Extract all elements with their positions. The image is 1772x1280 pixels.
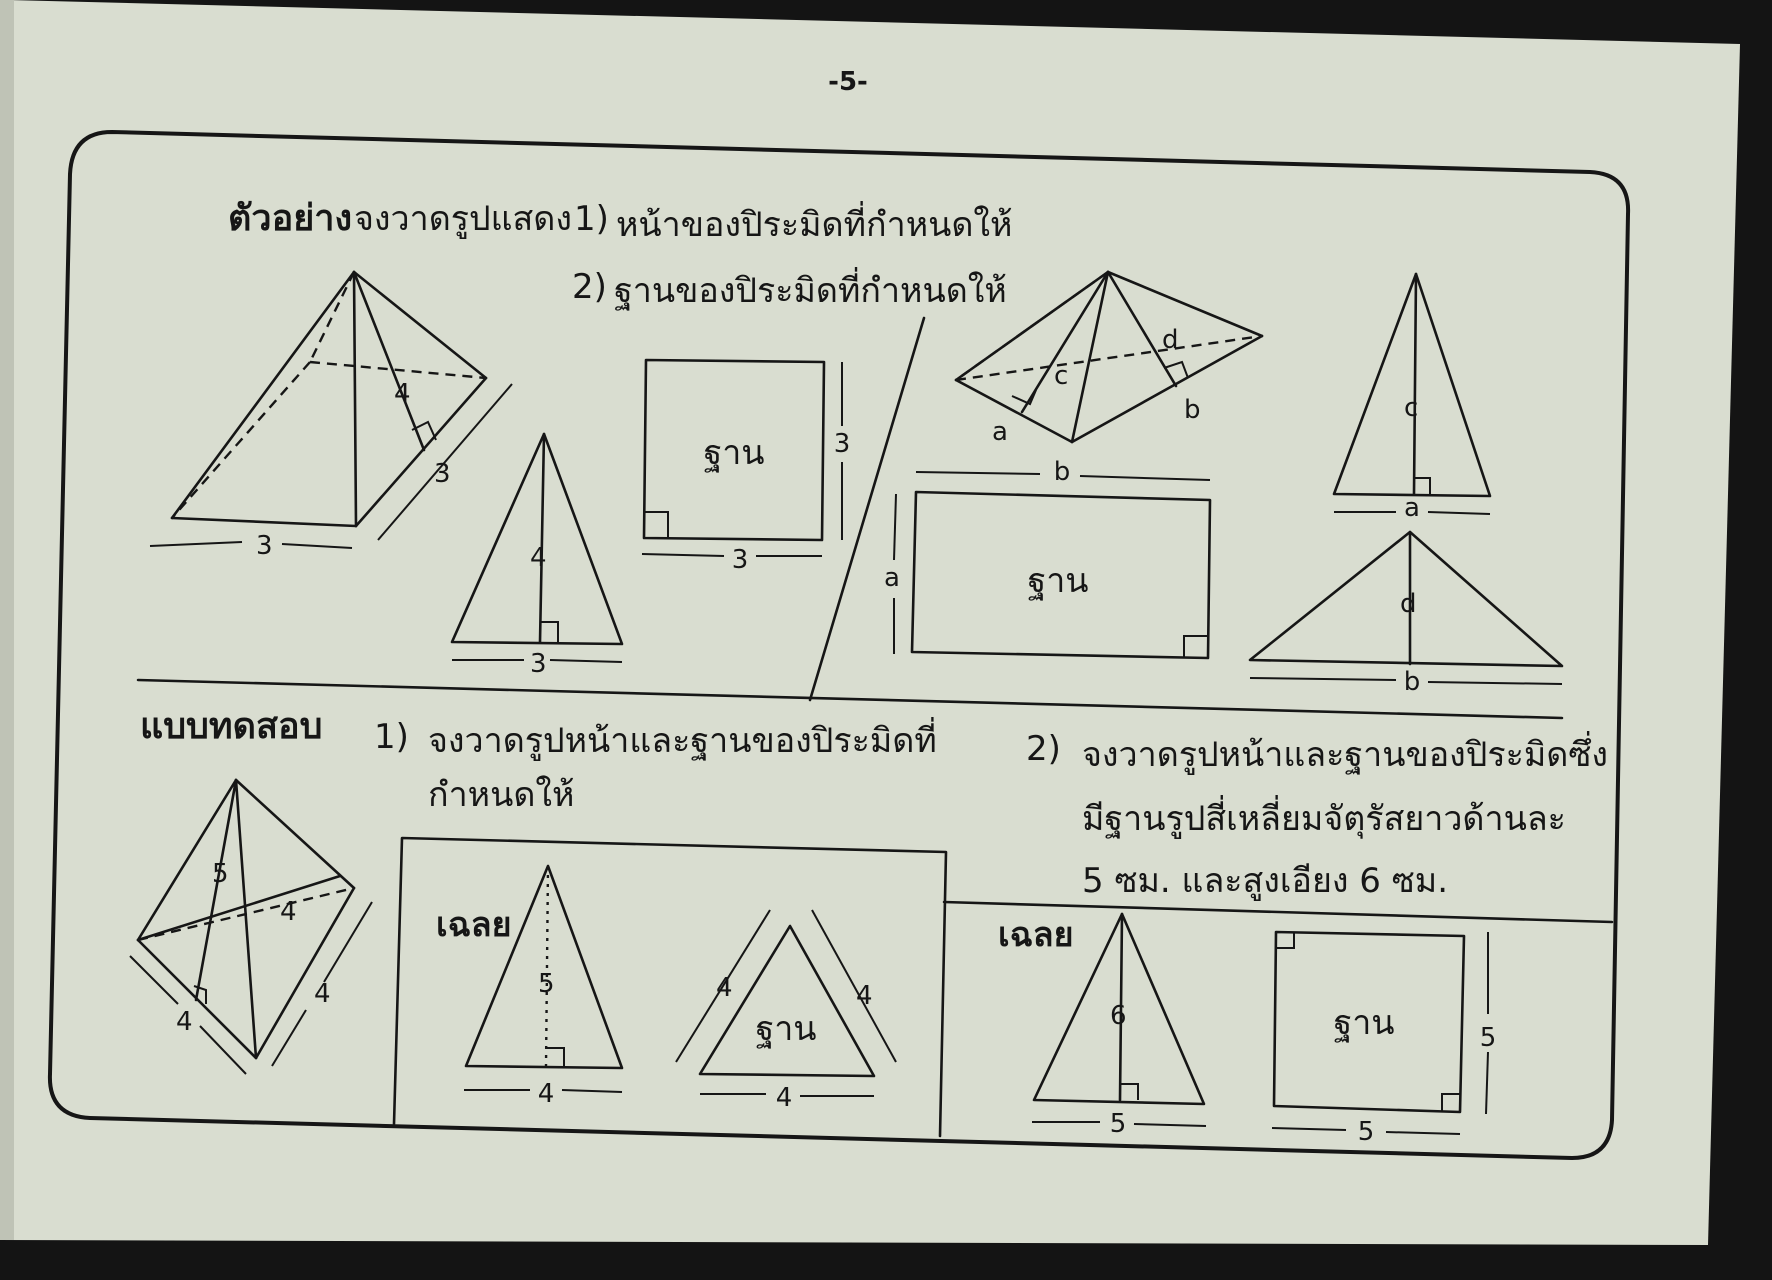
exercise-q1-base-side-bottom: 4: [775, 1083, 793, 1113]
example-pyramid-right-side-b: b: [1184, 395, 1201, 425]
example-face-right2-base: b: [1403, 667, 1421, 697]
exercise-q1-base-label: ฐาน: [755, 1009, 817, 1049]
exercise-q1-line2: กำหนดให้: [428, 775, 575, 815]
exercise-q1-base-side-left: 4: [716, 973, 733, 1003]
exercise-q1-face-height: 5: [538, 969, 555, 999]
example-pyramid-right-slant-c: c: [1054, 361, 1069, 391]
exercise-q2-line1: จงวาดรูปหน้าและฐานของปิระมิดซึ่ง: [1082, 735, 1609, 775]
exercise-q2-base-side-bottom: 5: [1357, 1117, 1375, 1147]
exercise-q2-answer-label: เฉลย: [998, 915, 1074, 955]
example-base-square-left-side-right: 3: [833, 429, 851, 459]
example-pyramid-left-slant: 4: [394, 379, 411, 409]
example-pyramid-right-slant-d: d: [1162, 325, 1179, 355]
example-item1-number: 1): [574, 199, 609, 239]
example-face-right1-height: c: [1404, 393, 1419, 423]
example-heading: ตัวอย่าง: [228, 198, 353, 239]
example-pyramid-left-side-front: 3: [256, 531, 273, 561]
example-base-rect-side-left: a: [884, 563, 900, 593]
example-face-right1-base: a: [1404, 493, 1420, 523]
example-item2-number: 2): [572, 267, 607, 307]
example-base-rect-side-top: b: [1053, 457, 1071, 487]
exercise-q2-base-side-right: 5: [1479, 1023, 1497, 1053]
example-instruction-intro: จงวาดรูปแสดง: [354, 199, 572, 239]
example-face-left-base: 3: [530, 649, 547, 679]
exercise-q1-pyramid-side-left: 4: [176, 1007, 193, 1037]
exercise-q1-pyramid-inner: 4: [280, 897, 297, 927]
exercise-q2-face-base: 5: [1109, 1109, 1127, 1139]
exercise-q1-number: 1): [374, 717, 409, 757]
example-base-square-left-label: ฐาน: [703, 433, 765, 473]
example-base-rect-label: ฐาน: [1027, 561, 1089, 601]
exercise-q1-base-side-right: 4: [856, 981, 873, 1011]
example-pyramid-left-side-right: 3: [434, 459, 451, 489]
exercise-q1-answer-label: เฉลย: [436, 905, 512, 945]
example-base-square-left-side-bottom: 3: [731, 545, 749, 575]
exercise-q2-face-height: 6: [1110, 1001, 1127, 1031]
example-face-left-height: 4: [530, 543, 547, 573]
exercise-q1-face-base: 4: [537, 1079, 555, 1109]
exercise-q2-base-label: ฐาน: [1333, 1003, 1395, 1043]
exercise-q2-line3: 5 ซม. และสูงเอียง 6 ซม.: [1082, 861, 1449, 901]
exercise-q1-pyramid-slant: 5: [212, 859, 229, 889]
page-number: -5-: [828, 67, 868, 97]
exercise-q2-line2: มีฐานรูปสี่เหลี่ยมจัตุรัสยาวด้านละ: [1082, 799, 1566, 839]
exercise-q2-number: 2): [1026, 729, 1061, 769]
example-pyramid-right-side-a: a: [992, 417, 1008, 447]
example-item1-text: หน้าของปิระมิดที่กำหนดให้: [616, 205, 1013, 245]
exercise-q1-line1: จงวาดรูปหน้าและฐานของปิระมิดที่: [428, 721, 937, 761]
example-item2-text: ฐานของปิระมิดที่กำหนดให้: [614, 271, 1007, 311]
example-face-right2-height: d: [1400, 589, 1417, 619]
exercise-heading: แบบทดสอบ: [140, 706, 323, 747]
exercise-q1-pyramid-side-right: 4: [314, 979, 331, 1009]
page-left-shadow: [0, 0, 14, 1240]
